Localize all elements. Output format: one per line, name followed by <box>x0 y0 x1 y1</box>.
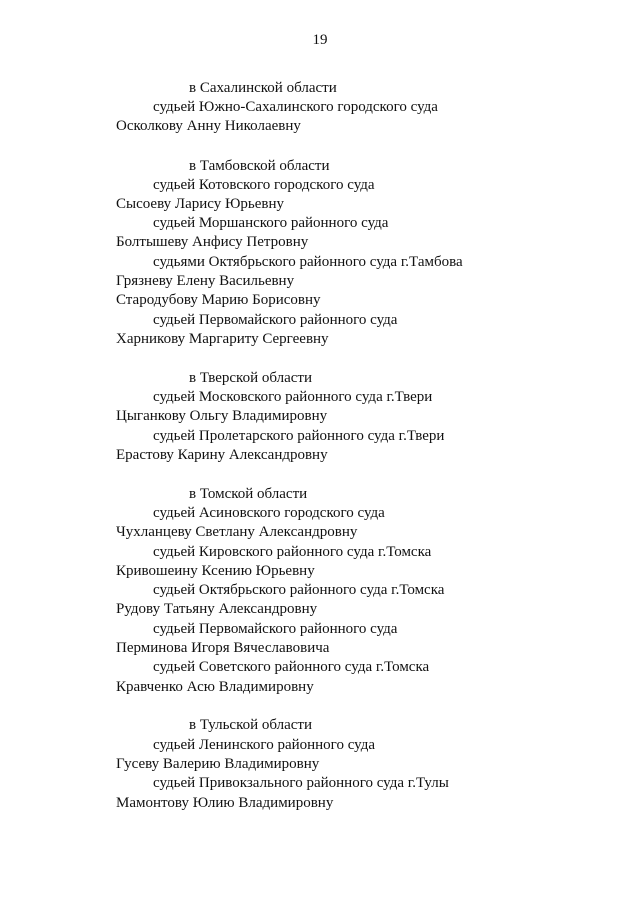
judge-name: Чухланцеву Светлану Александровну <box>116 524 358 540</box>
court-post: судьей Асиновского городского суда <box>153 505 385 521</box>
judge-name: Харникову Маргариту Сергеевну <box>116 331 329 347</box>
judge-name: Кравченко Асю Владимировну <box>116 679 314 695</box>
judge-name: Мамонтову Юлию Владимировну <box>116 795 334 811</box>
court-post: судьей Кировского районного суда г.Томска <box>153 544 432 560</box>
judge-name: Гусеву Валерию Владимировну <box>116 756 320 772</box>
page-number: 19 <box>312 32 328 48</box>
region-heading: в Сахалинской области <box>189 80 337 96</box>
court-post: судьей Котовского городского суда <box>153 177 375 193</box>
court-post: судьей Моршанского районного суда <box>153 215 389 231</box>
court-post: судьей Ленинского районного суда <box>153 737 376 753</box>
region-heading: в Тверской области <box>189 370 313 386</box>
court-post: судьями Октябрьского районного суда г.Тамбова <box>153 254 463 270</box>
judge-name: Кривошеину Ксению Юрьевну <box>116 563 315 579</box>
judge-name: Осколкову Анну Николаевну <box>116 118 301 134</box>
court-post: судьей Пролетарского районного суда г.Твери <box>153 428 445 444</box>
judge-name: Перминова Игоря Вячеславовича <box>116 640 330 656</box>
judge-name: Рудову Татьяну Александровну <box>116 601 318 617</box>
judge-name: Сысоеву Ларису Юрьевну <box>116 196 284 212</box>
court-post: судьей Октябрьского районного суда г.Томска <box>153 582 445 598</box>
judge-name: Болтышеву Анфису Петровну <box>116 234 309 250</box>
court-post: судьей Первомайского районного суда <box>153 312 398 328</box>
court-post: судьей Советского районного суда г.Томска <box>153 659 430 675</box>
judge-name: Ерастову Карину Александровну <box>116 447 328 463</box>
judge-name: Цыганкову Ольгу Владимировну <box>116 408 328 424</box>
court-post: судьей Привокзального районного суда г.Тулы <box>153 775 449 791</box>
court-post: судьей Первомайского районного суда <box>153 621 398 637</box>
region-heading: в Тульской области <box>189 717 313 733</box>
court-post: судьей Московского районного суда г.Твери <box>153 389 433 405</box>
region-heading: в Тамбовской области <box>189 158 330 174</box>
court-post: судьей Южно-Сахалинского городского суда <box>153 99 438 115</box>
judge-name: Стародубову Марию Борисовну <box>116 292 321 308</box>
judge-name: Грязневу Елену Васильевну <box>116 273 295 289</box>
region-heading: в Томской области <box>189 486 308 502</box>
